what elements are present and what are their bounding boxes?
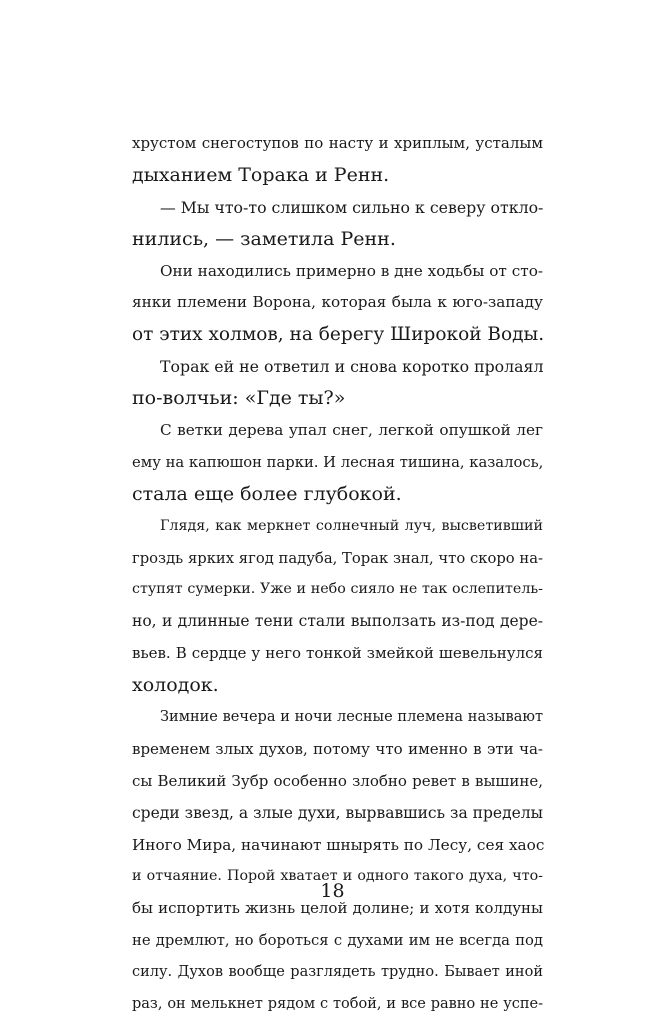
text-line: ему на капюшон парки. И лесная тишина, казалось, [132,453,544,471]
text-line: Иного Мира, начинают шнырять по Лесу, сея хаос [132,835,545,854]
text-line: ступят сумерки. Уже и небо сияло не так ослепитель- [132,581,543,598]
text-line: Глядя, как меркнет солнечный луч, высветивший [160,517,543,534]
text-line: стала еще более глубокой. [132,482,402,505]
text-line: но, и длинные тени стали выползать из-под дере- [132,612,543,631]
text-line: гроздь ярких ягод падуба, Торак знал, что скоро на- [132,549,543,567]
text-line: и отчаяние. Порой хватает и одного такого духа, что- [132,868,543,885]
text-line: нились, — заметила Ренн. [132,227,396,250]
text-line: холодок. [132,674,219,697]
text-line: янки племени Ворона, которая была к юго-западу [132,293,543,312]
text-line: С ветки дерева упал снег, легкой опушкой лег [160,421,543,440]
text-line: хрустом снегоступов по насту и хриплым, усталым [132,134,543,152]
text-line: от этих холмов, на берегу Широкой Воды. [132,324,545,346]
text-line: бы испортить жизнь целой долине; и хотя колдуны [132,899,543,918]
text-line: дыханием Торака и Ренн. [132,163,390,186]
text-line: Они находились примерно в дне ходьбы от сто- [160,261,544,280]
page-number: 18 [320,880,345,902]
text-line: сы Великий Зубр особенно злобно ревет в вышине, [132,771,543,790]
text-line: временем злых духов, потому что именно в эти ча- [132,739,543,758]
text-line: вьев. В сердце у него тонкой змейкой шевельнулся [132,644,543,663]
text-line: — Мы что-то слишком сильно к северу откло- [160,197,544,217]
text-line: раз, он мелькнет рядом с тобой, и все равно не успе- [132,996,543,1013]
text-line: по-волчьи: «Где ты?» [132,387,346,410]
text-line: Торак ей не ответил и снова коротко пролаял [160,357,544,377]
text-line: силу. Духов вообще разглядеть трудно. Бывает иной [132,964,543,981]
text-line: не дремлют, но бороться с духами им не всегда под [132,932,543,950]
text-line: среди звезд, а злые духи, вырвавшись за пределы [132,803,543,822]
text-line: Зимние вечера и ночи лесные племена называют [160,709,543,726]
